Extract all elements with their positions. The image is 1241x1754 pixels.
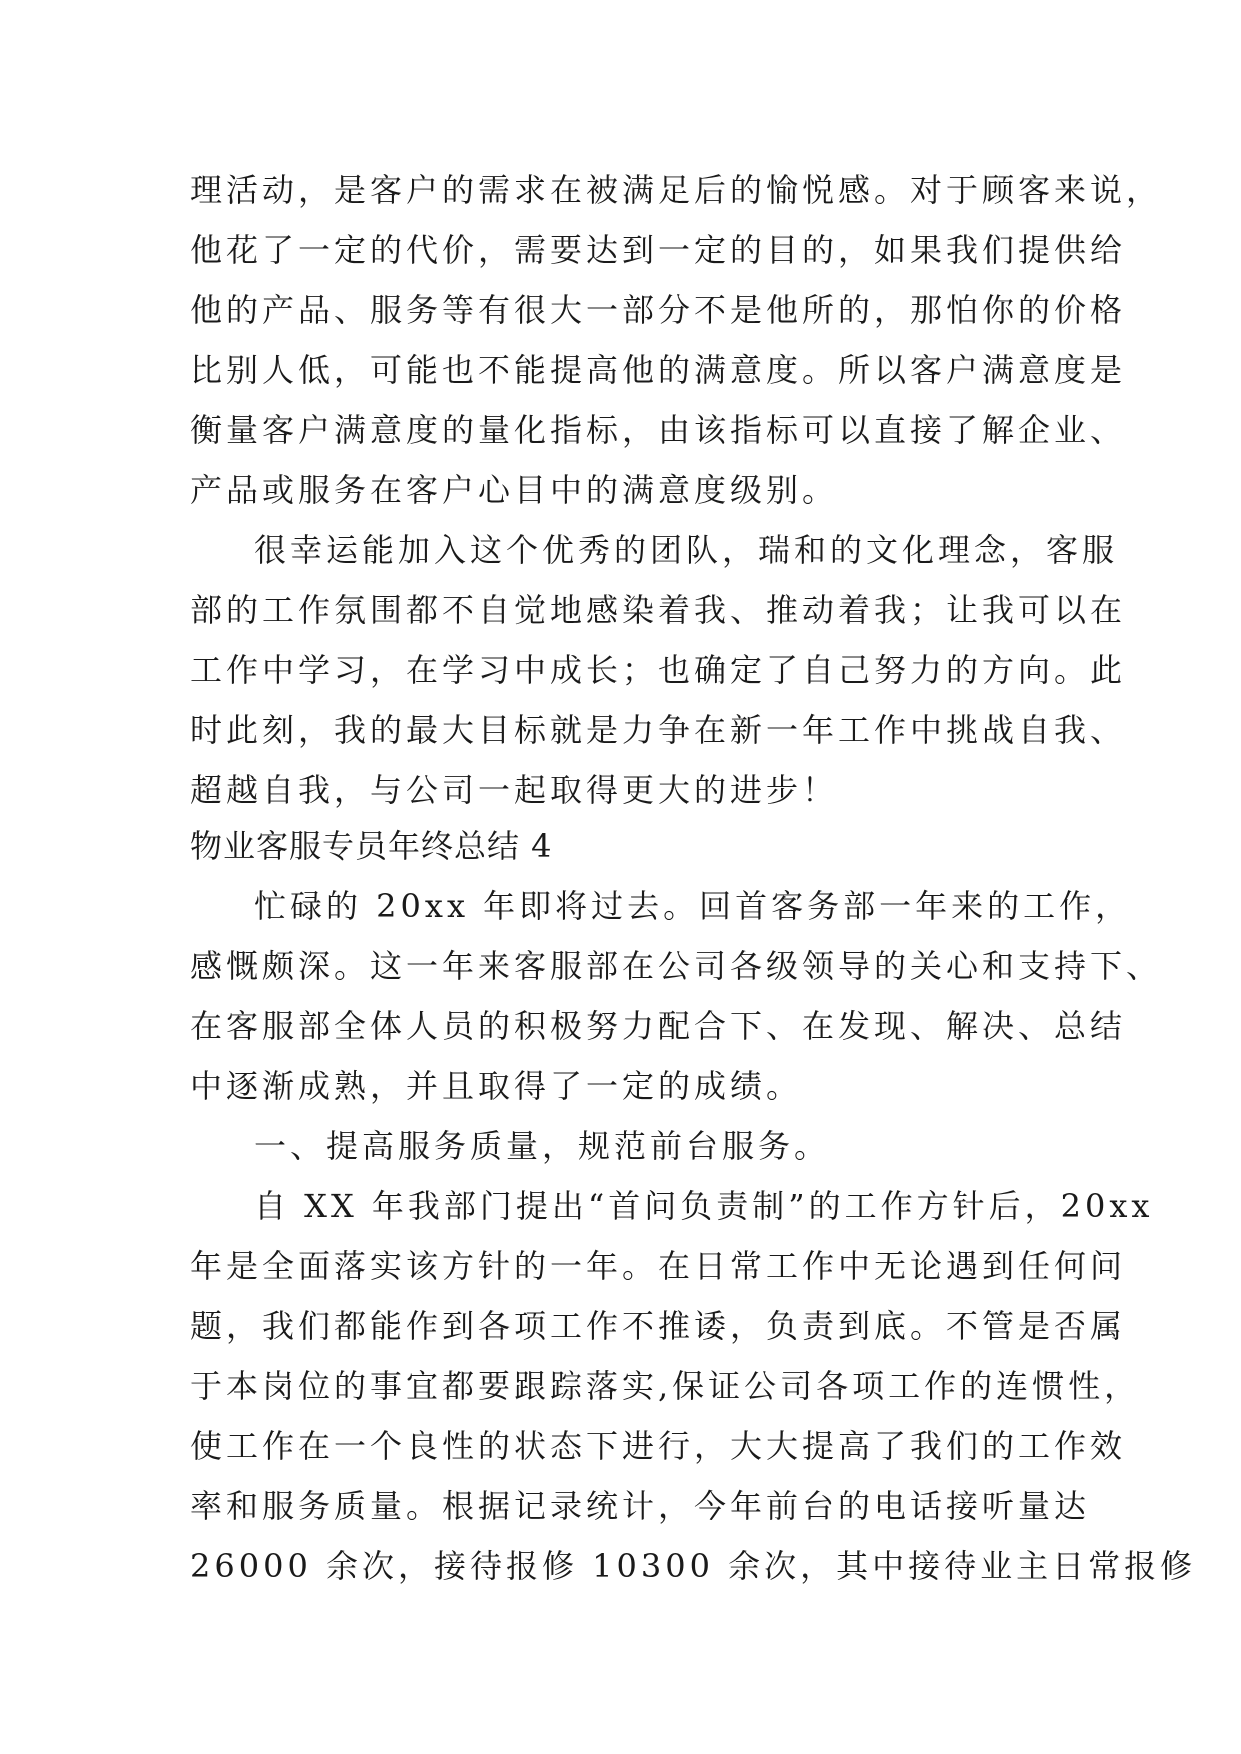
paragraph-line: 他花了一定的代价，需要达到一定的目的，如果我们提供给	[190, 231, 1127, 269]
paragraph-line: 26000 余次，接待报修 10300 余次，其中接待业主日常报修	[190, 1547, 1197, 1585]
paragraph-line: 忙碌的 20xx 年即将过去。回首客务部一年来的工作，	[254, 887, 1132, 925]
paragraph-line: 时此刻，我的最大目标就是力争在新一年工作中挑战自我、	[190, 711, 1127, 749]
paragraph-line: 自 XX 年我部门提出“首问负责制”的工作方针后，20xx	[254, 1187, 1154, 1225]
paragraph-line: 感慨颇深。这一年来客服部在公司各级领导的关心和支持下、	[190, 947, 1163, 985]
paragraph-line: 年是全面落实该方针的一年。在日常工作中无论遇到任何问	[190, 1247, 1127, 1285]
paragraph-line: 题，我们都能作到各项工作不推诿，负责到底。不管是否属	[190, 1307, 1127, 1345]
paragraph-line: 理活动，是客户的需求在被满足后的愉悦感。对于顾客来说，	[190, 171, 1163, 209]
paragraph-line: 工作中学习，在学习中成长；也确定了自己努力的方向。此	[190, 651, 1127, 689]
paragraph-line: 衡量客户满意度的量化指标，由该指标可以直接了解企业、	[190, 411, 1127, 449]
paragraph-line: 很幸运能加入这个优秀的团队，瑞和的文化理念，客服	[254, 531, 1119, 569]
paragraph-line: 他的产品、服务等有很大一部分不是他所的，那怕你的价格	[190, 291, 1127, 329]
paragraph-line: 超越自我，与公司一起取得更大的进步！	[190, 771, 839, 809]
subheading-line: 一、提高服务质量，规范前台服务。	[254, 1127, 831, 1165]
paragraph-line: 产品或服务在客户心目中的满意度级别。	[190, 471, 839, 509]
paragraph-line: 于本岗位的事宜都要跟踪落实,保证公司各项工作的连惯性，	[190, 1367, 1141, 1405]
section-heading: 物业客服专员年终总结 4	[190, 827, 553, 865]
paragraph-line: 中逐渐成熟，并且取得了一定的成绩。	[190, 1067, 803, 1105]
paragraph-line: 率和服务质量。根据记录统计，今年前台的电话接听量达	[190, 1487, 1091, 1525]
paragraph-line: 比别人低，可能也不能提高他的满意度。所以客户满意度是	[190, 351, 1127, 389]
paragraph-line: 部的工作氛围都不自觉地感染着我、推动着我；让我可以在	[190, 591, 1127, 629]
paragraph-line: 使工作在一个良性的状态下进行，大大提高了我们的工作效	[190, 1427, 1127, 1465]
paragraph-line: 在客服部全体人员的积极努力配合下、在发现、解决、总结	[190, 1007, 1127, 1045]
